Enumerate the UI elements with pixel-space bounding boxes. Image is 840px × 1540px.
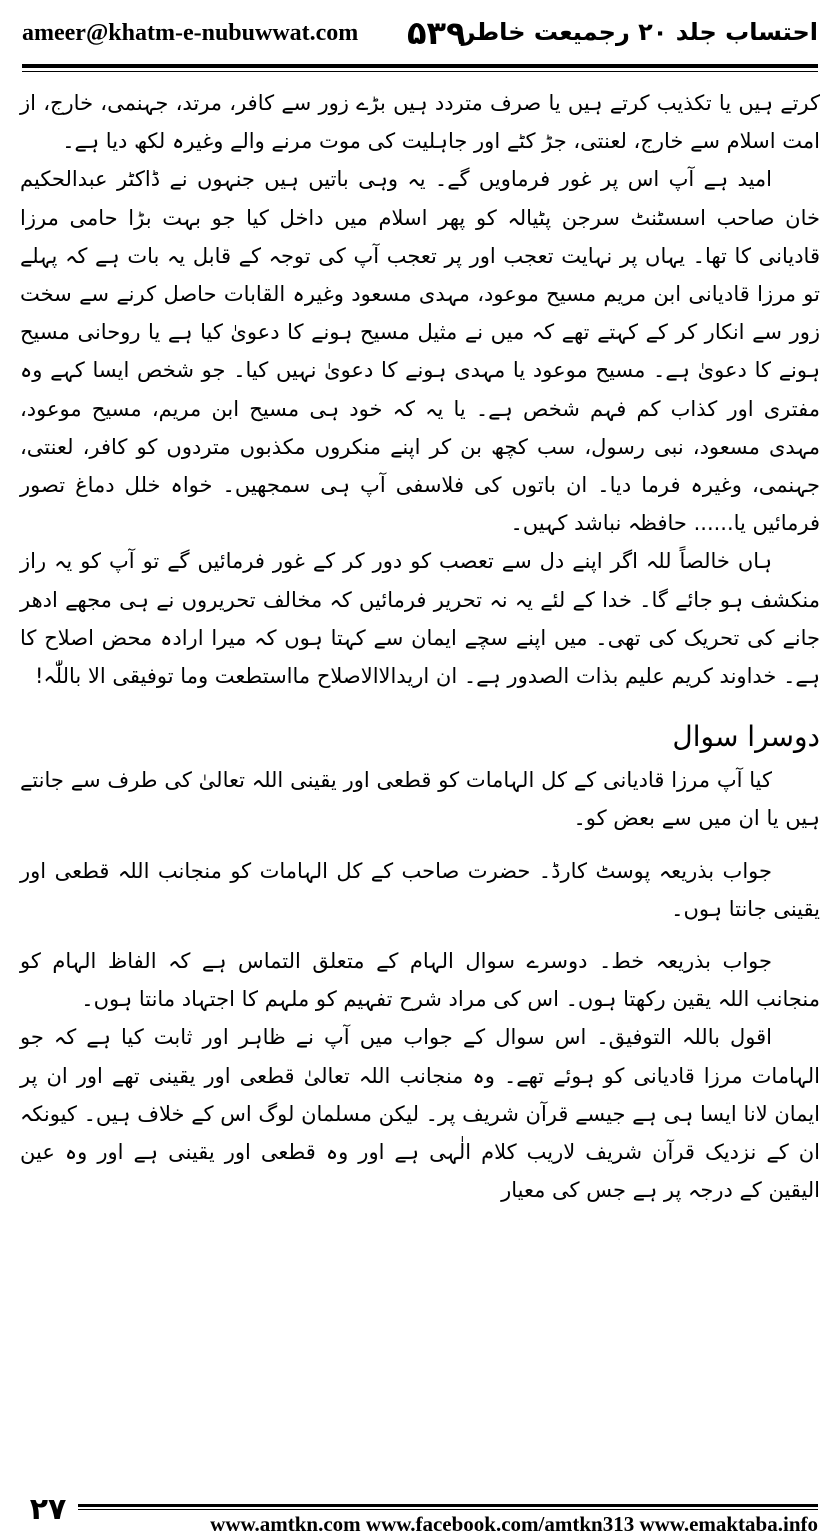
footer-links: www.amtkn.com www.facebook.com/amtkn313 www.emaktaba.info <box>210 1512 818 1536</box>
page-footer <box>22 1494 818 1534</box>
section-heading: دوسرا سوال <box>672 720 820 754</box>
answer-postcard: جواب بذریعہ پوسٹ کارڈ۔ حضرت صاحب کے کل الہامات کو منجانب اللہ قطعی اور یقینی جانتا ہوں۔ <box>20 858 820 921</box>
paragraph-3-arabic: ان اریدالاالاصلاح مااستطعت وما توفیقی الا باللّٰہ! <box>34 664 458 689</box>
paragraph-3 <box>20 542 820 695</box>
header-book-title: احتساب جلد ۲۰ رجمیعت خاطر <box>461 18 818 46</box>
body-text <box>20 84 820 1209</box>
page-header <box>22 14 818 60</box>
answer-letter: جواب بذریعہ خط۔ دوسرے سوال الہام کے متعلق التماس ہے کہ الفاظ الہام کو منجانب اللہ یقین رکھتا ہوں۔ اس کی مراد شرح تفہیم کو ملہم کا اجتہاد مانتا ہوں۔ <box>20 949 820 1012</box>
footer-rule-thin <box>78 1509 818 1510</box>
header-page-number: ۵۳۹ <box>407 14 466 52</box>
header-rule-thin <box>22 71 818 72</box>
paragraph-2: امید ہے آپ اس پر غور فرماویں گے۔ یہ وہی باتیں ہیں جنہوں نے ڈاکٹر عبدالحکیم خان صاحب اسسٹنٹ سرجن پٹیالہ کو پھر اسلام میں داخل کیا جو بہت بڑا حامی مرزا قادیانی کا تھا۔ یہاں پر نہایت تعجب اور پر تعجب آپ کی توجہ کے قابل یہ بات ہے کہ پہلے تو مرزا قادیانی ابن مریم مسیح موعود، مہدی مسعود وغیرہ القابات حاصل کرنے سے سخت زور سے انکار کر کے کہتے تھے کہ میں نے مثیل مسیح ہونے کا دعویٰ کیا ہے یا روحانی مسیح ہونے کا دعویٰ ہے۔ مسیح موعود یا مہدی ہونے کا دعویٰ نہیں کیا۔ جو شخص ایسا کہے وہ مفتری اور کذاب کم فہم شخص ہے۔ یا یہ کہ خود ہی مسیح ابن مریم، مسیح موعود، مہدی مسعود، نبی رسول، سب کچھ بن کر اپنے منکروں مکذبوں متردوں کو کافر، لعنتی، جہنمی، وغیرہ فرما دیا۔ ان باتوں کی فلاسفی آپ ہی سمجھیں۔ خواہ خلل دماغ تصور فرمائیں یا...... حافظہ نباشد کہیں۔ <box>20 167 820 536</box>
question-2: کیا آپ مرزا قادیانی کے کل الہامات کو قطعی اور یقینی اللہ تعالیٰ کی طرف سے جانتے ہیں یا ان میں سے بعض کو۔ <box>20 768 820 831</box>
header-rule <box>22 64 818 68</box>
spacer <box>20 838 820 852</box>
paragraph-last: اقول باللہ التوفیق۔ اس سوال کے جواب میں آپ نے ظاہر اور ثابت کیا ہے کہ جو الہامات مرزا قادیانی کو ہوئے تھے۔ وہ منجانب اللہ تعالیٰ قطعی اور یقینی تھے اور ان پر ایمان لانا ایسا ہی ہے جیسے قرآن شریف پر۔ لیکن مسلمان لوگ اس کے خلاف ہیں۔ کیونکہ ان کے نزدیک قرآن شریف لاریب کلام الٰہی ہے اور وہ قطعی اور یقینی ہے اور وہ عین الیقین کے درجہ پر ہے جس کی معیار <box>20 1025 820 1203</box>
spacer <box>20 928 820 942</box>
footer-page-number: ۲۷ <box>29 1492 67 1527</box>
header-email: ameer@khatm-e-nubuwwat.com <box>22 20 359 46</box>
footer-rule <box>78 1504 818 1507</box>
paragraph-1: کرتے ہیں یا تکذیب کرتے ہیں یا صرف متردد ہیں بڑے زور سے کافر، مرتد، جہنمی، خارج، از امت اسلام سے خارج، لعنتی، جڑ کٹے اور جاہلیت کی موت مرنے والے وغیرہ لکھ دیا ہے۔ <box>20 91 820 154</box>
paragraph-3-text: ہاں خالصاً للہ اگر اپنے دل سے تعصب کو دور کر کے غور فرمائیں گے تو آپ کو یہ راز منکشف ہو جائے گا۔ خدا کے لئے یہ نہ تحریر فرمائیں کہ مخالف تحریروں نے ہی مجھے ادھر جانے کی تحریک کی تھی۔ میں اپنے سچے ایمان سے کہتا ہوں کہ میرا ارادہ محض اصلاح کا ہے۔ خداوند کریم علیم بذات الصدور ہے۔ <box>20 549 820 689</box>
